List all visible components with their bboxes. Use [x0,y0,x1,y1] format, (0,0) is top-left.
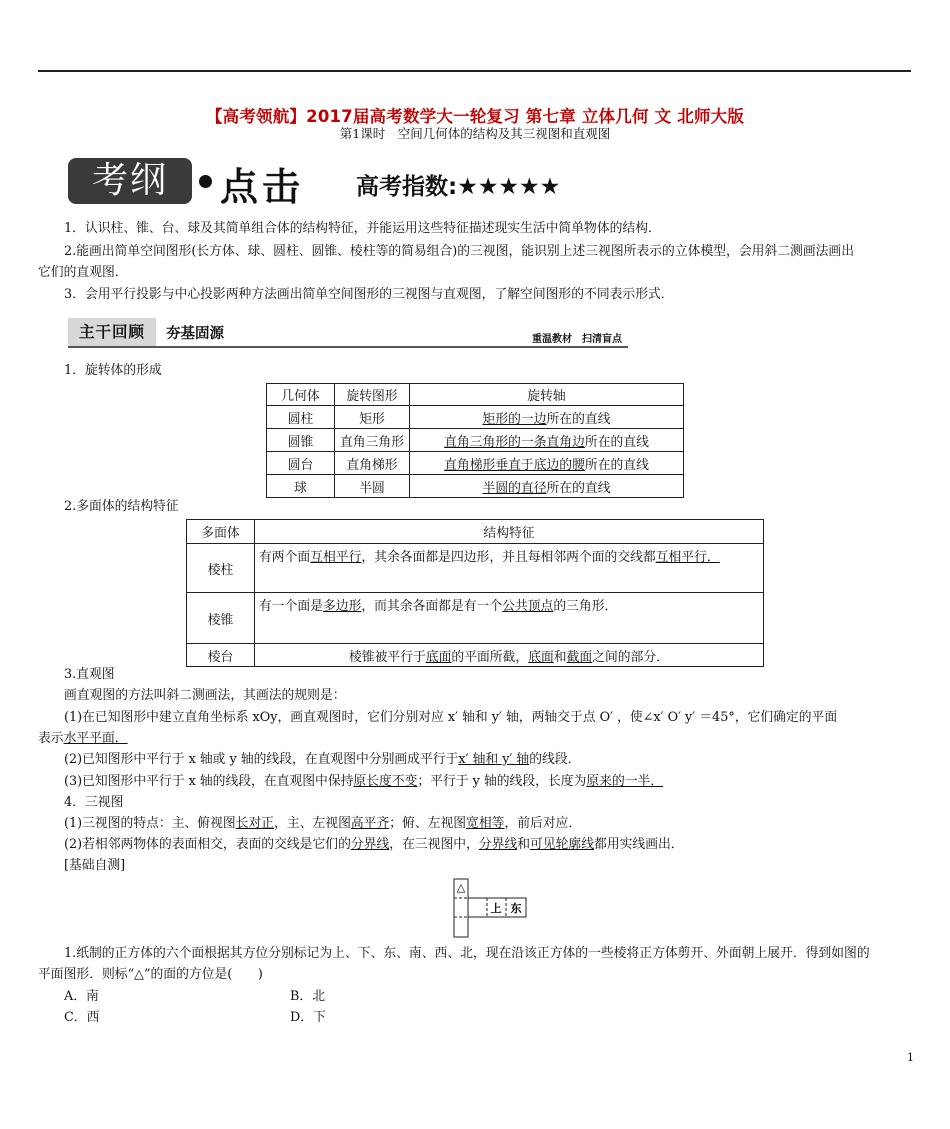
s3-rule-2 [64,749,580,770]
axis-cell [410,475,684,498]
text: 和 [517,837,531,852]
bullet-dot [199,175,212,188]
table-header-row [267,384,684,406]
answer: 分界线 [350,837,390,852]
polyhedron-name: 棱台 [187,644,255,667]
shape-cell: 直角三角形 [335,429,410,452]
solid-cell: 球 [267,475,335,498]
table-row [267,452,684,475]
pyramid-feature [255,593,764,644]
table-header-row [187,520,764,544]
text: 都用实线画出． [594,837,684,852]
kaogang-badge: 考纲 [68,158,192,204]
header-cell: 旋转轴 [410,384,684,406]
answer: 公共顶点 [502,599,554,614]
answer: 宽相等 [466,816,505,831]
text: 的平面所截， [451,649,529,665]
axis-answer: 矩形的一边 [482,411,547,427]
text: 棱锥被平行于 [349,649,426,665]
text: 表示 [38,731,64,746]
solid-cell: 圆台 [267,452,335,475]
solid-cell: 圆柱 [267,406,335,429]
frustum-feature [255,644,764,667]
answer: 可见轮廓线 [530,837,595,852]
question-1-line-1: 1.纸制的正方体的六个面根据其方位分别标记为上、下、东、南、西、北，现在沿该正方体的一些棱将正方体剪开、外面朝上展开．得到如图的 [64,946,870,961]
triangle-label: △ [456,881,466,894]
s3-rule-3 [64,771,663,792]
axis-text: 所在的直线 [584,457,649,473]
axis-answer: 直角三角形的一条直角边 [444,434,585,450]
rotation-solids-table [266,383,684,498]
answer: 原来的一半． [586,774,664,789]
outline-item-2: 2.能画出简单空间图形(长方体、球、圆柱、圆锥、棱柱等的简易组合)的三视图，能识别上述三视图所表示的立体模型，会用斜二测画法画出 [64,244,855,259]
text: ，而其余各面都是有一个 [361,599,503,614]
option-b: B．北 [290,989,325,1004]
lesson-subtitle: 第1课时 空间几何体的结构及其三视图和直观图 [339,126,611,141]
axis-cell [410,429,684,452]
option-c: C．西 [64,1010,100,1025]
solid-cell: 圆锥 [267,429,335,452]
shape-cell: 半圆 [335,475,410,498]
text: 的线段． [529,752,581,767]
s4-heading: 4．三视图 [64,795,124,810]
table-row [187,644,764,667]
axis-text: 所在的直线 [546,480,611,496]
east-label: 东 [510,902,522,915]
cube-net-svg [446,878,528,940]
text: ；平行于 y 轴的线段，长度为 [417,774,587,789]
axis-answer: 直角梯形垂直于底边的腰 [444,457,585,473]
section-title: 夯基固源 [166,326,224,342]
s2-heading: 2.多面体的结构特征 [64,499,179,514]
self-test-label: [基础自测] [64,858,126,873]
option-a: A．南 [64,989,99,1004]
text: ，主、左视图 [274,816,351,831]
section-bar [68,318,628,348]
option-d: D．下 [290,1010,326,1025]
answer: 底面 [425,649,452,665]
kaogang-banner [68,158,628,208]
axis-text: 所在的直线 [584,434,649,450]
table-row [267,406,684,429]
text: 之间的部分． [592,649,669,665]
text: 的三角形． [553,599,618,614]
text: 和 [553,649,567,665]
question-1-line-2: 平面图形．则标“△”的面的方位是( ) [38,967,263,982]
header-cell: 几何体 [267,384,335,406]
answer: 多边形 [322,599,362,614]
s1-heading: 1．旋转体的形成 [64,363,162,378]
s3-rule-1: (1)在已知图形中建立直角坐标系 xOy，画直观图时，它们分别对应 x′ 轴和 y′ 轴，两轴交于点 O′ ，使∠x′ O′ y′ ＝45°，它们确定的平面 [64,710,838,725]
exam-index: 高考指数:★★★★★ [356,174,561,200]
table-row [267,429,684,452]
section-label: 主干回顾 [68,318,156,346]
s3-intro: 画直观图的方法叫斜二测画法，其画法的规则是： [64,688,346,703]
section-tagline: 重温教材 扫清盲点 [532,334,622,345]
outline-item-3: 3．会用平行投影与中心投影两种方法画出简单空间图形的三视图与直观图，了解空间图形的不同表示形式． [64,287,674,302]
s4-rule-2 [64,834,684,855]
table-row [267,475,684,498]
s4-rule-1 [64,813,581,834]
answer: 截面 [566,649,593,665]
polyhedra-table [186,519,764,667]
dianji-label: 点击 [220,165,305,209]
answer: 高平齐 [350,816,390,831]
up-label: 上 [490,902,502,915]
outline-item-2-cont: 它们的直观图． [38,265,128,280]
answer: 水平平面． [63,731,128,746]
answer: 底面 [528,649,554,665]
text: ，前后对应． [504,816,582,831]
text: (3)已知图形中平行于 x 轴的线段，在直观图中保持 [64,774,354,789]
s3-heading: 3.直观图 [64,667,115,682]
cube-net-figure [446,878,528,940]
table-row [187,593,764,644]
outline-item-1: 1．认识柱、锥、台、球及其简单组合体的结构特征，并能运用这些特征描述现实生活中简单物体的结构． [64,221,661,236]
answer: 原长度不变 [353,774,418,789]
axis-answer: 半圆的直径 [482,480,547,496]
s3-rule-1-cont [38,728,128,749]
header-cell: 旋转图形 [335,384,410,406]
prism-feature [255,544,764,593]
polyhedron-name: 棱锥 [187,593,255,644]
section-underline [68,346,628,348]
page-number: 1 [907,1051,914,1064]
text: (1)三视图的特点：主、俯视图 [64,816,236,831]
shape-cell: 直角梯形 [335,452,410,475]
top-rule [38,70,911,72]
document-title: 【高考领航】2017届高考数学大一轮复习 第七章 立体几何 文 北师大版 [205,107,745,126]
text: ，其余各面都是四边形，并且每相邻两个面的交线都 [361,550,656,565]
answer: 互相平行 [310,550,362,565]
shape-cell: 矩形 [335,406,410,429]
text: 有两个面 [259,550,311,565]
axis-cell [410,452,684,475]
text: (2)已知图形中平行于 x 轴或 y 轴的线段，在直观图中分别画成平行于 [64,752,459,767]
answer: x′ 轴和 y′ 轴 [458,752,530,767]
answer: 长对正 [235,816,275,831]
polyhedron-name: 棱柱 [187,544,255,593]
header-cell: 多面体 [187,520,255,544]
text: (2)若相邻两物体的表面相交，表面的交线是它们的 [64,837,351,852]
text: ；俯、左视图 [389,816,467,831]
table-row [187,544,764,593]
answer: 分界线 [478,837,518,852]
text: 有一个面是 [259,599,323,614]
axis-text: 所在的直线 [546,411,611,427]
answer: 互相平行． [655,550,720,565]
axis-cell [410,406,684,429]
text: ，在三视图中， [389,837,479,852]
header-cell: 结构特征 [255,520,764,544]
